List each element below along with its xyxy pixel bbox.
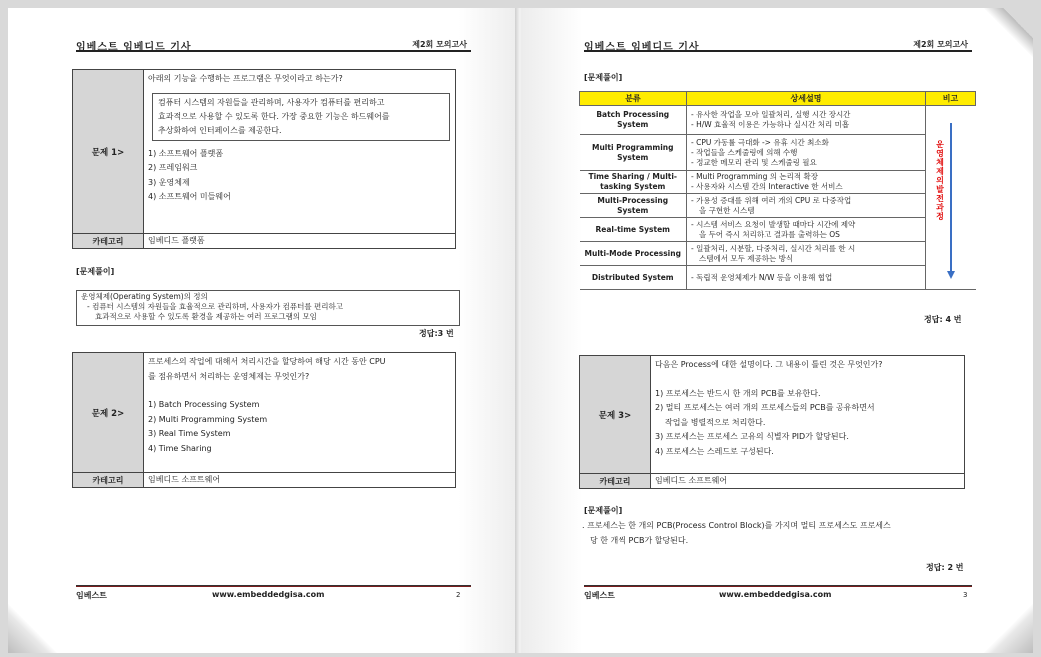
option: 3) Real Time System bbox=[148, 429, 231, 438]
page-curl-icon[interactable] bbox=[983, 603, 1033, 653]
solution-text: . 프로세스는 한 개의 PCB(Process Control Block)를 가지며 멀티 프로세스도 프로세스 당 한 개씩 PCB가 할당된다. bbox=[582, 521, 891, 545]
os-evolution-table bbox=[579, 91, 976, 290]
option: 3) 프로세스는 프로세스 고유의 식별자 PID가 할당된다. bbox=[655, 432, 849, 441]
right-page bbox=[521, 8, 1033, 653]
question-1-box bbox=[72, 69, 456, 249]
option: 2) 멀티 프로세스는 여러 개의 프로세스들의 PCB를 공유하면서 bbox=[655, 403, 875, 412]
footer-brand: 임베스트 bbox=[584, 591, 615, 600]
answer-text: 정답: 2 번 bbox=[926, 563, 964, 572]
table-row: Real-time System - 시스템 서비스 요청이 발생할 때마다 시간에 제약 을 두어 즉시 처리하고 결과를 출력하는 OS bbox=[580, 218, 976, 242]
left-page bbox=[8, 8, 520, 653]
header-title: 임베스트 임베디드 기사 bbox=[76, 42, 192, 53]
category-value: 임베디드 소프트웨어 bbox=[655, 476, 728, 485]
header-title: 임베스트 임베디드 기사 bbox=[584, 42, 700, 53]
table-header: 상세설명 bbox=[687, 92, 926, 106]
category-label: 카테고리 bbox=[73, 472, 144, 487]
option: 2) 프레임워크 bbox=[148, 163, 198, 172]
page-number: 2 bbox=[456, 591, 461, 599]
question-3-label: 문제 3> bbox=[580, 356, 651, 473]
option: 2) Multi Programming System bbox=[148, 414, 268, 424]
question-1-passage: 컴퓨터 시스템의 자원들을 관리하며, 사용자가 컴퓨터를 편리하고 효과적으로 사용할 수 있도록 한다. 가장 중요한 기능은 하드웨어를 추상화하여 인터페이스를 제공한다. bbox=[152, 93, 450, 141]
question-1-label: 문제 1> bbox=[73, 70, 144, 233]
header-exam: 제2회 모의고사 bbox=[913, 40, 968, 49]
page-curl-icon[interactable] bbox=[8, 603, 58, 653]
question-3-text: 다음은 Process에 대한 설명이다. 그 내용이 틀린 것은 무엇인가? bbox=[655, 360, 883, 369]
question-1-text: 아래의 기능을 수행하는 프로그램은 무엇이라고 하는가? bbox=[148, 74, 343, 83]
solution-heading: [문제풀이] bbox=[584, 506, 623, 515]
category-label: 카테고리 bbox=[73, 233, 144, 248]
page-header bbox=[76, 38, 471, 52]
table-row: Multi-Mode Processing - 일괄처리, 시분할, 다중처리, 실시간 처리를 한 시 스템에서 모두 제공하는 방식 bbox=[580, 242, 976, 266]
table-row: Multi Programming System - CPU 가동률 극대화 -> 유휴 시간 최소화 - 작업들을 스케줄링에 의해 수행 - 정교한 메모리 관리 및 스케줄링 필요 bbox=[580, 135, 976, 171]
page-number: 3 bbox=[963, 591, 968, 599]
page-curl-icon[interactable] bbox=[983, 8, 1033, 58]
solution-box: 운영체제(Operating System)의 정의 - 컴퓨터 시스템의 자원들을 효율적으로 관리하며, 사용자가 컴퓨터를 편리하고 효과적으로 사용할 수 있도록 환경을 제공하는 여러 프로그램의 모임 bbox=[76, 290, 460, 326]
option: 1) Batch Processing System bbox=[148, 400, 260, 409]
category-value: 임베디드 소프트웨어 bbox=[148, 475, 221, 484]
option: 4) 프로세스는 스레드로 구성된다. bbox=[655, 446, 774, 456]
solution-heading: [문제풀이] bbox=[76, 267, 115, 276]
solution-heading: [문제풀이] bbox=[584, 73, 623, 82]
footer-site: www.embeddedgisa.com bbox=[719, 590, 832, 599]
option: 3) 운영체제 bbox=[148, 177, 190, 187]
question-2-box: 문제 2> 프로세스의 작업에 대해서 처리시간을 할당하여 해당 시간 동안 CPU 를 점유하면서 처리하는 운영체제는 무엇인가? 1) Batch Processing System 2) Multi Programming System 3) Real Time System 4) Time Sharing 카테고리 임베디드 소프트웨어 bbox=[72, 352, 456, 488]
option: 작업을 병렬적으로 처리한다. bbox=[665, 417, 766, 427]
option: 4) 소프트웨어 미들웨어 bbox=[148, 192, 231, 201]
remark-text: 운영체제의 발전 과정 bbox=[936, 140, 944, 221]
question-2-text: 프로세스의 작업에 대해서 처리시간을 할당하여 해당 시간 동안 CPU bbox=[148, 357, 386, 366]
footer-site: www.embeddedgisa.com bbox=[212, 590, 325, 599]
category-label: 카테고리 bbox=[580, 473, 651, 488]
question-2-label: 문제 2> bbox=[73, 353, 144, 472]
option: 1) 소프트웨어 플랫폼 bbox=[148, 148, 224, 158]
footer-rule bbox=[584, 585, 972, 587]
table-row: Distributed System - 독립적 운영체제가 N/W 등을 이용해 협업 bbox=[580, 266, 976, 290]
table-row: Time Sharing / Multi-tasking System - Multi Programming 의 논리적 확장 - 사용자와 시스템 간의 Interactive 한 서비스 bbox=[580, 171, 976, 194]
category-value: 임베디드 플랫폼 bbox=[148, 236, 205, 245]
table-row: Multi-Processing System - 가용성 증대를 위해 여러 개의 CPU 로 다중작업 을 구현한 시스템 bbox=[580, 194, 976, 218]
page-header bbox=[584, 38, 972, 52]
question-3-box bbox=[579, 355, 965, 489]
footer-brand: 임베스트 bbox=[76, 591, 107, 600]
footer-rule bbox=[76, 585, 471, 587]
answer-text: 정답:3 번 bbox=[419, 329, 454, 338]
table-header: 분류 bbox=[580, 92, 687, 106]
table-header: 비고 bbox=[926, 92, 976, 106]
table-row: Batch Processing System - 유사한 작업을 모아 일괄처리, 실행 시간 장시간 - H/W 효율적 이용은 가능하나 실시간 처리 미흡 bbox=[580, 106, 976, 135]
header-exam: 제2회 모의고사 bbox=[412, 40, 467, 49]
option: 1) 프로세스는 반드시 한 개의 PCB를 보유한다. bbox=[655, 388, 821, 398]
answer-text: 정답: 4 번 bbox=[924, 315, 962, 324]
option: 4) Time Sharing bbox=[148, 443, 212, 453]
